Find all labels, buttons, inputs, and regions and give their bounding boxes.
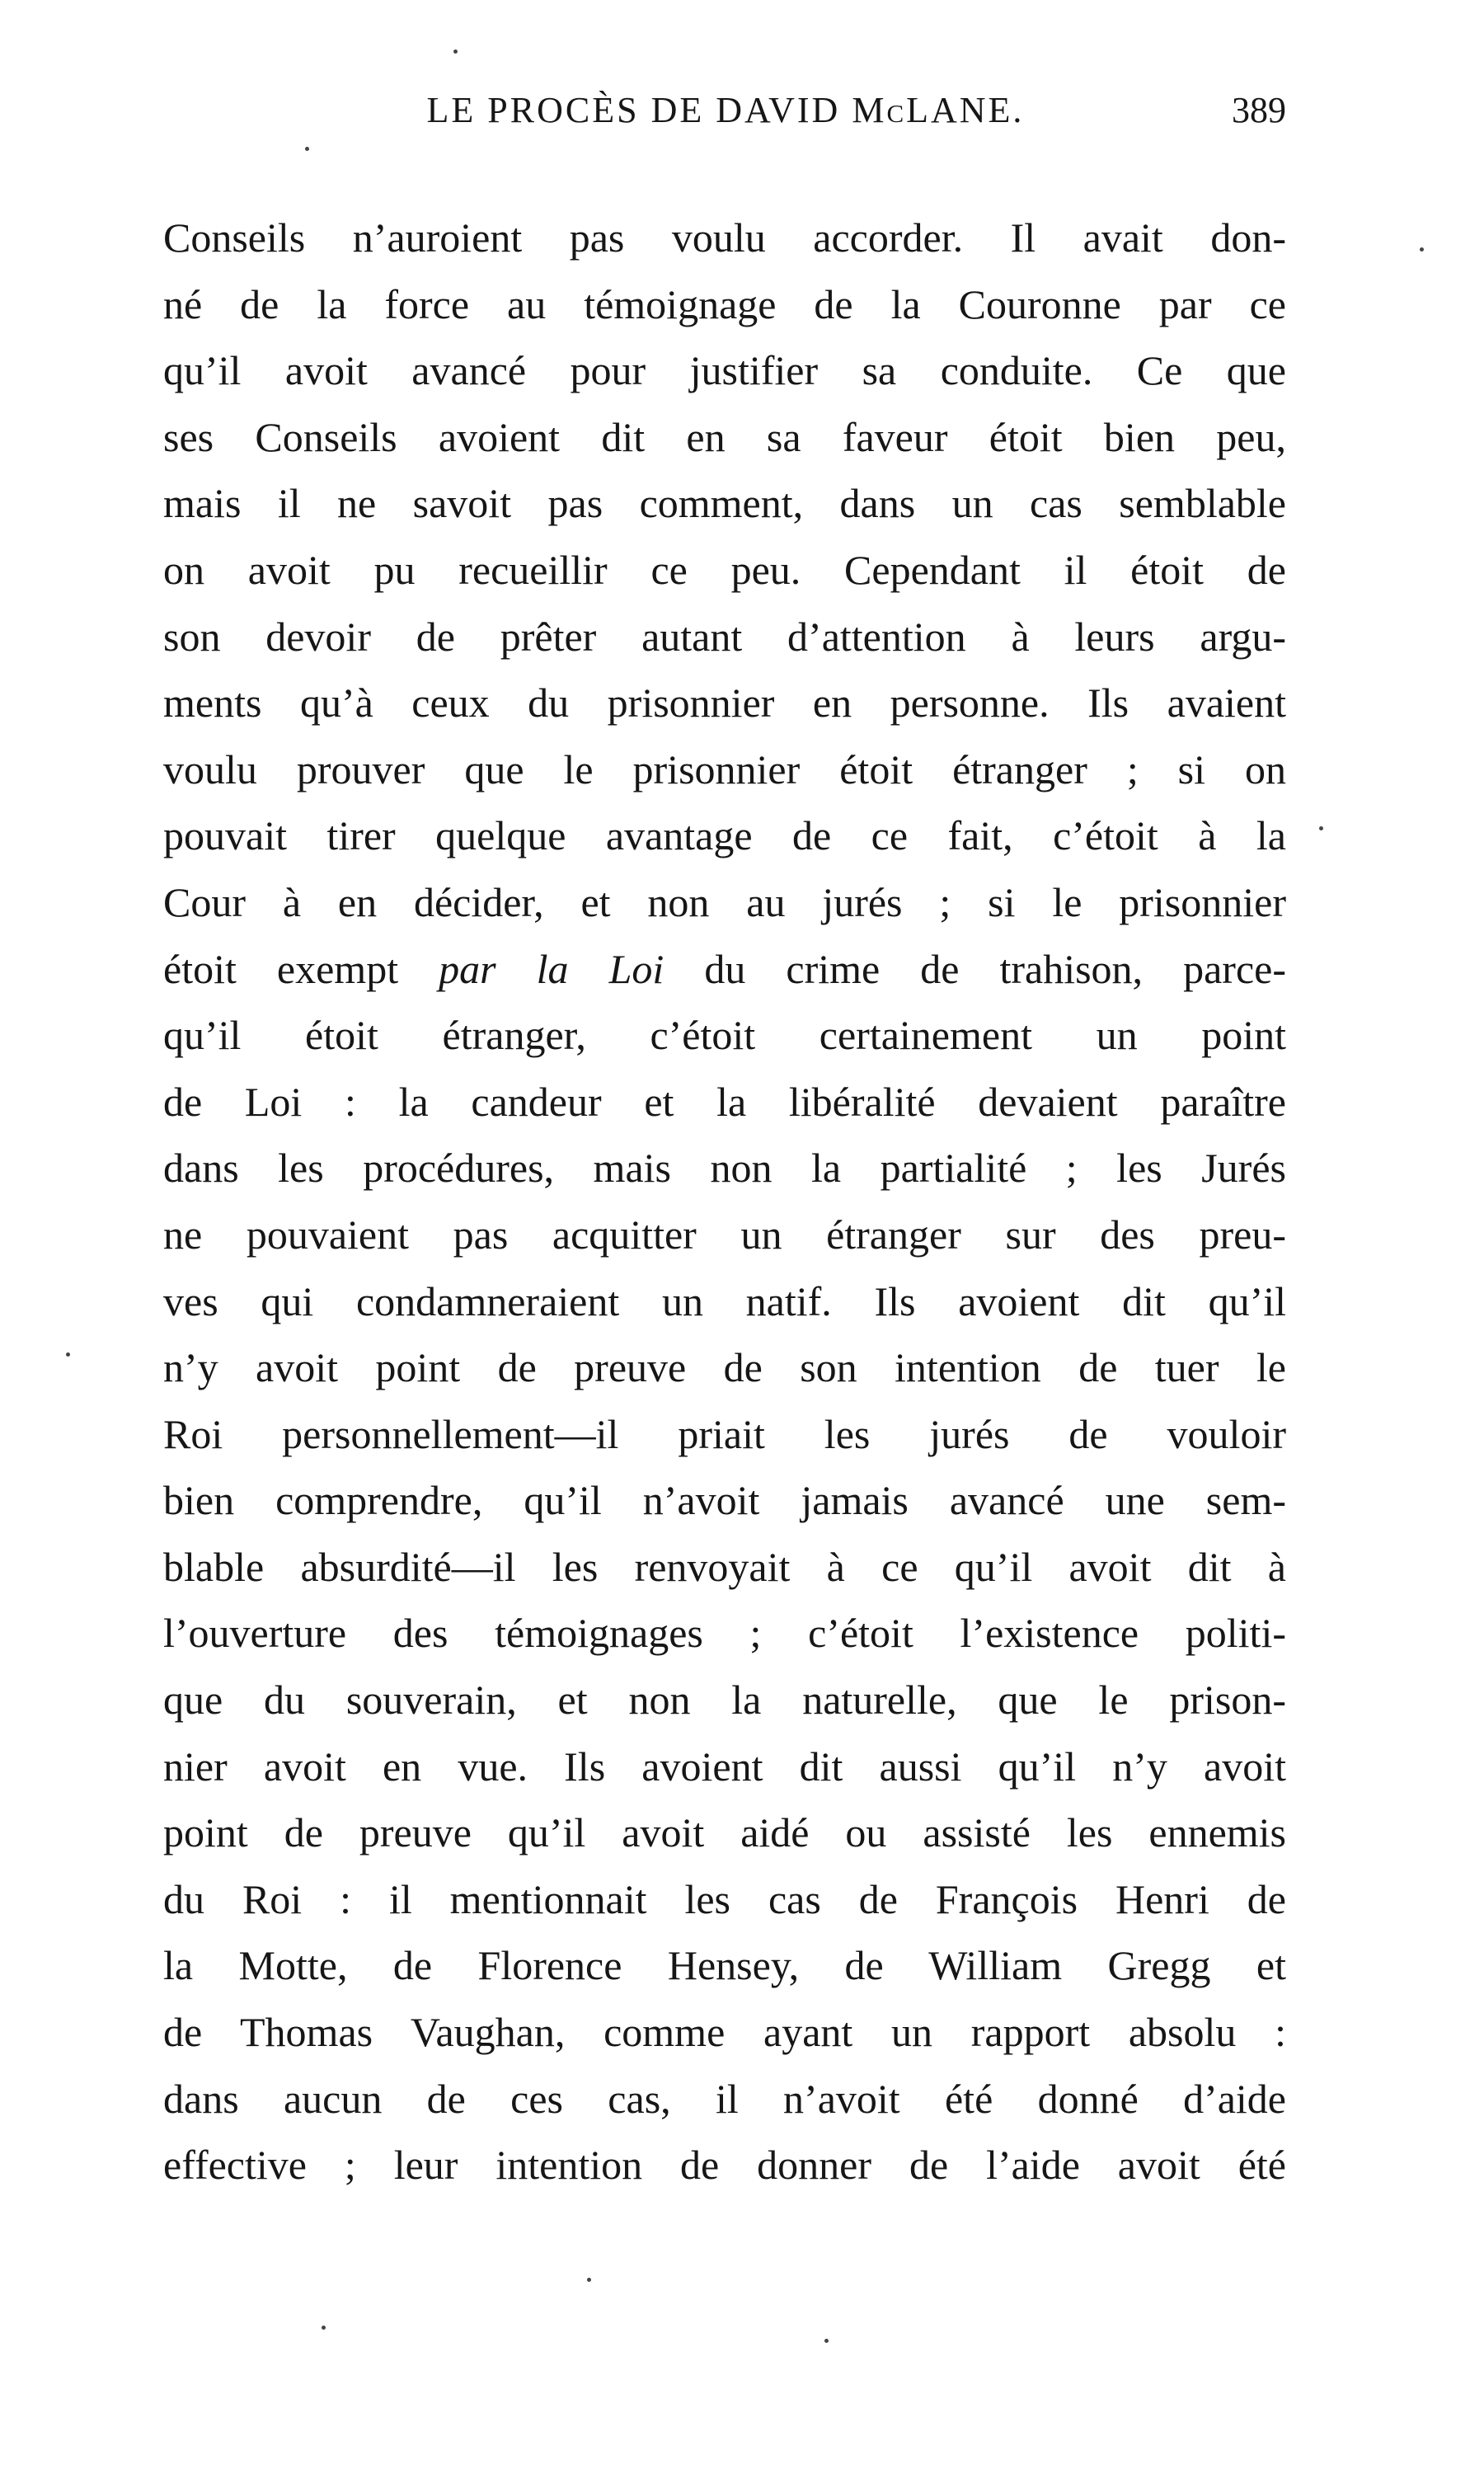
line-text: dans aucun de ces cas, il n’avoit été donné d’aide (163, 2075, 1286, 2122)
running-header (165, 89, 1286, 139)
line-text: Roi personnellement—il priait les jurés de vouloir (163, 1410, 1286, 1457)
line-text: nier avoit en vue. Ils avoient dit aussi qu’il n’y avoit (163, 1743, 1286, 1790)
text-line (163, 2066, 1286, 2133)
text-line (163, 271, 1286, 338)
text-line (163, 1667, 1286, 1733)
line-text: l’ouverture des témoignages ; c’étoit l’existence politi- (163, 1610, 1286, 1657)
page-number: 389 (1232, 90, 1286, 130)
text-line (163, 936, 1286, 1003)
line-text-after-italic: du crime de trahison, parce- (664, 945, 1286, 992)
text-line (163, 869, 1286, 936)
text-line (163, 1999, 1286, 2066)
text-line (163, 604, 1286, 670)
text-line (163, 1334, 1286, 1401)
line-text: mais il ne savoit pas comment, dans un cas semblable (163, 480, 1286, 527)
line-text: n’y avoit point de preuve de son intention de tuer le (163, 1344, 1286, 1391)
line-text: son devoir de prêter autant d’attention à leurs argu- (163, 613, 1286, 660)
scan-speck (66, 1352, 70, 1357)
text-line (163, 1799, 1286, 1866)
line-text: on avoit pu recueillir ce peu. Cependant il étoit de (163, 546, 1286, 593)
running-title: LE PROCÈS DE DAVID McLANE. (426, 90, 1025, 130)
text-line (163, 205, 1286, 271)
text-line (163, 802, 1286, 869)
line-text: né de la force au témoignage de la Couronne par ce (163, 280, 1286, 327)
text-line (163, 1866, 1286, 1933)
text-line (163, 1401, 1286, 1468)
line-text: de Loi : la candeur et la libéralité devaient paraître (163, 1078, 1286, 1125)
text-line (163, 1932, 1286, 1999)
scan-speck (322, 2326, 326, 2330)
line-text: effective ; leur intention de donner de l’aide avoit été (163, 2142, 1286, 2189)
text-line (163, 404, 1286, 471)
scan-speck (587, 2278, 591, 2282)
line-text: voulu prouver que le prisonnier étoit étranger ; si on (163, 745, 1286, 793)
line-text: Conseils n’auroient pas voulu accorder. Il avait don- (163, 214, 1286, 261)
text-line (163, 1733, 1286, 1800)
scan-speck (453, 49, 458, 54)
line-text: que du souverain, et non la naturelle, que le prison- (163, 1677, 1286, 1724)
text-line (163, 736, 1286, 803)
scan-speck (1420, 247, 1424, 252)
text-line (163, 1268, 1286, 1335)
text-line (163, 337, 1286, 404)
scan-speck (1319, 826, 1323, 830)
line-text: ses Conseils avoient dit en sa faveur étoit bien peu, (163, 413, 1286, 460)
text-line (163, 537, 1286, 604)
scan-speck (305, 147, 309, 151)
line-text: qu’il étoit étranger, c’étoit certainement un point (163, 1012, 1286, 1059)
line-text: dans les procédures, mais non la partialité ; les Jurés (163, 1145, 1286, 1192)
text-line (163, 670, 1286, 736)
text-line (163, 1135, 1286, 1202)
line-text: Cour à en décider, et non au jurés ; si le prisonnier (163, 878, 1286, 925)
line-text: ments qu’à ceux du prisonnier en personne. Ils avaient (163, 680, 1286, 727)
line-text: ne pouvaient pas acquitter un étranger sur des preu- (163, 1211, 1286, 1258)
line-text: la Motte, de Florence Hensey, de William Gregg et (163, 1942, 1286, 1989)
text-line (163, 1202, 1286, 1268)
scan-speck (824, 2339, 829, 2343)
text-line (163, 1534, 1286, 1601)
line-text: ves qui condamneraient un natif. Ils avoient dit qu’il (163, 1277, 1286, 1324)
line-text: bien comprendre, qu’il n’avoit jamais avancé une sem- (163, 1477, 1286, 1524)
text-line (163, 1069, 1286, 1136)
line-text: qu’il avoit avancé pour justifier sa conduite. Ce que (163, 347, 1286, 394)
text-line (163, 470, 1286, 537)
line-text: point de preuve qu’il avoit aidé ou assisté les ennemis (163, 1809, 1286, 1856)
text-line (163, 2132, 1286, 2199)
text-line (163, 1467, 1286, 1534)
line-text: du Roi : il mentionnait les cas de François Henri de (163, 1875, 1286, 1922)
body-text (163, 205, 1286, 2199)
line-text: de Thomas Vaughan, comme ayant un rapport absolu : (163, 2009, 1286, 2056)
line-text: pouvait tirer quelque avantage de ce fait, c’étoit à la (163, 812, 1286, 859)
text-line (163, 1600, 1286, 1667)
text-line (163, 1002, 1286, 1069)
line-text: blable absurdité—il les renvoyait à ce qu’il avoit dit à (163, 1543, 1286, 1590)
italic-phrase: par la Loi (439, 945, 665, 992)
line-text-before-italic: étoit exempt (163, 945, 439, 992)
